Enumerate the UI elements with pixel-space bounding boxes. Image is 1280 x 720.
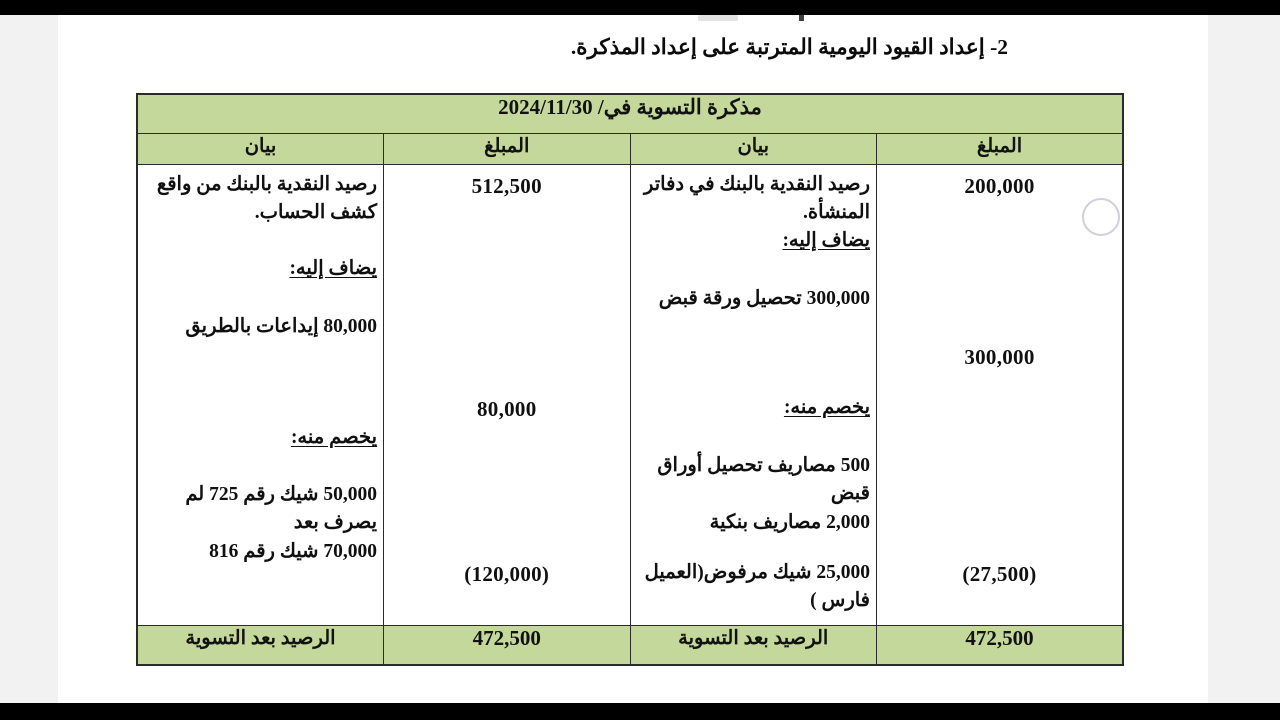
left-deduction-item-1: 50,000 شيك رقم 725 لم يصرف بعد (185, 484, 377, 534)
document-page (58, 15, 1208, 703)
letterbox-bottom (0, 703, 1280, 720)
cell-statement-right (630, 165, 877, 626)
column-header-amount-right: المبلغ (877, 134, 1124, 165)
left-deduction-item-2: 70,000 شيك رقم 816 (209, 541, 377, 562)
right-deduction-item-3: 25,000 شيك مرفوض(العميل فارس ) (644, 562, 870, 612)
right-addition-item-1: 300,000 تحصيل ورقة قبض (658, 288, 870, 309)
clipped-text-artifact (698, 15, 738, 21)
reconciliation-table (136, 93, 1124, 666)
reconciliation-table-wrapper (136, 93, 1124, 666)
left-deductions-total: (120,000) (464, 562, 550, 586)
left-closing-amount: 472,500 (384, 626, 631, 666)
right-deductions-label: يخصم منه: (783, 397, 870, 418)
cell-amounts-left (384, 165, 631, 626)
right-closing-amount: 472,500 (877, 626, 1124, 666)
right-deduction-item-1: 500 مصاريف تحصيل أوراق قبض (657, 455, 870, 505)
table-body-row (137, 165, 1123, 626)
right-deductions-total: (27,500) (962, 562, 1037, 586)
right-additions-total: 300,000 (964, 345, 1035, 369)
table-title: مذكرة التسوية في/ 2024/11/30 (137, 94, 1123, 134)
left-deductions-label: يخصم منه: (290, 427, 377, 448)
right-deduction-item-2: 2,000 مصاريف بنكية (709, 512, 870, 533)
right-closing-label: الرصيد بعد التسوية (630, 626, 877, 666)
left-additions-total: 80,000 (476, 397, 537, 421)
column-header-statement-left: بيان (137, 134, 384, 165)
left-addition-item-1: 80,000 إيداعات بالطريق (185, 316, 377, 337)
letterbox-top (0, 0, 1280, 15)
cell-amounts-right (877, 165, 1124, 626)
right-opening-label: رصيد النقدية بالبنك في دفاتر المنشأة. (643, 174, 870, 224)
left-opening-amount: 512,500 (471, 174, 542, 198)
table-total-row (137, 626, 1123, 666)
left-closing-label: الرصيد بعد التسوية (137, 626, 384, 666)
column-header-statement-right: بيان (630, 134, 877, 165)
screen-artifact-speck (799, 15, 804, 21)
right-opening-amount: 200,000 (964, 174, 1035, 198)
left-additions-label: يضاف إليه: (289, 258, 377, 279)
table-title-row (137, 94, 1123, 134)
slide-canvas (0, 15, 1280, 703)
cell-statement-left (137, 165, 384, 626)
page-heading: 2- إعداد القيود اليومية المترتبة على إعداد المذكرة. (570, 35, 1008, 59)
right-additions-label: يضاف إليه: (782, 230, 870, 251)
table-header-row (137, 134, 1123, 165)
left-opening-label: رصيد النقدية بالبنك من واقع كشف الحساب. (156, 174, 377, 224)
column-header-amount-left: المبلغ (384, 134, 631, 165)
